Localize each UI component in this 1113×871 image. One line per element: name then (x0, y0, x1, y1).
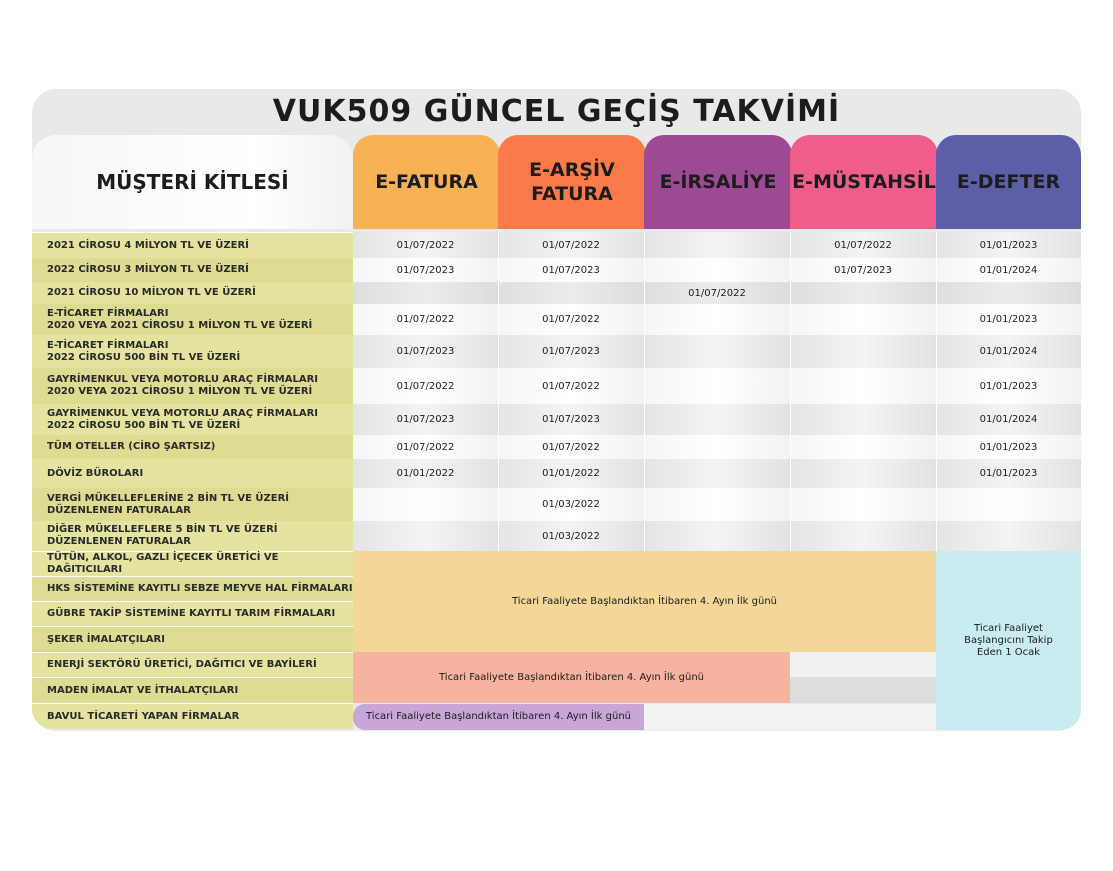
date-cell-emustahsil (790, 232, 936, 258)
date-cell-eirsaliye (644, 335, 790, 368)
date-cell-earsiv (498, 435, 644, 459)
date-cell-eirsaliye (644, 404, 790, 435)
date-cell-emustahsil (790, 304, 936, 335)
date-cell-efatura (353, 335, 498, 368)
date-value: 01/07/2023 (834, 264, 892, 276)
activity-band-edefter (936, 551, 1081, 730)
date-value: 01/01/2023 (979, 380, 1038, 392)
activity-band-group3 (353, 704, 644, 730)
column-header-text (375, 170, 478, 194)
date-cell-edefter (936, 335, 1081, 368)
date-value: 01/01/2023 (979, 314, 1038, 325)
column-header-line: FATURA (531, 183, 613, 205)
date-value: 01/07/2022 (542, 380, 600, 392)
date-cell-efatura (353, 304, 498, 335)
date-cell-edefter (936, 459, 1081, 488)
date-value: 01/07/2023 (396, 414, 455, 425)
column-header-edefter (936, 135, 1081, 229)
audience-line: 2021 CİROSU 4 MİLYON TL VE ÜZERİ (47, 239, 249, 251)
audience-row-label (32, 258, 353, 282)
special-row-text: ENERJİ SEKTÖRÜ ÜRETİCİ, DAĞITICI VE BAYİLERİ (47, 659, 317, 670)
audience-line: DÖVİZ BÜROLARI (47, 467, 144, 479)
audience-line: 2022 CİROSU 3 MİLYON TL VE ÜZERİ (47, 264, 249, 275)
date-cell-emustahsil (790, 404, 936, 435)
date-value: 01/03/2022 (542, 530, 600, 542)
column-header-line: E-MÜSTAHSİL (792, 171, 936, 193)
special-row-label (32, 601, 353, 626)
special-row-text: MADEN İMALAT VE İTHALATÇILARI (47, 684, 239, 696)
date-value: 01/07/2023 (542, 264, 600, 276)
band-text: Ticari Faaliyete Başlandıktan İtibaren 4. Ayın İlk günü (365, 711, 631, 722)
column-header-line: E-FATURA (375, 171, 478, 193)
empty-cell (790, 652, 936, 677)
date-value: 01/01/2024 (979, 414, 1038, 425)
audience-row-label (32, 521, 353, 551)
date-value: 01/07/2023 (542, 346, 600, 357)
activity-band-group1 (353, 551, 936, 652)
audience-line: TÜM OTELLER (CİRO ŞARTSIZ) (47, 441, 216, 452)
audience-line: GAYRİMENKUL VEYA MOTORLU ARAÇ FİRMALARI (47, 407, 318, 419)
column-divider (790, 232, 791, 551)
special-row-label (32, 576, 353, 601)
audience-row-label (32, 404, 353, 435)
date-cell-earsiv (498, 404, 644, 435)
special-row-text: GÜBRE TAKİP SİSTEMİNE KAYITLI TARIM FİRMALARI (47, 608, 336, 619)
audience-row-label (32, 335, 353, 368)
audience-row-label (32, 232, 353, 258)
date-cell-efatura (353, 488, 498, 521)
empty-cell (644, 704, 936, 730)
date-cell-earsiv (498, 488, 644, 521)
date-cell-emustahsil (790, 459, 936, 488)
date-cell-earsiv (498, 304, 644, 335)
column-header-emustahsil (790, 135, 938, 229)
date-value: 01/07/2022 (542, 239, 600, 251)
audience-line: DÜZENLENEN FATURALAR (47, 536, 191, 547)
audience-line: VERGİ MÜKELLEFLERİNE 2 BİN TL VE ÜZERİ (47, 492, 290, 504)
column-header-text (660, 170, 777, 194)
band-text: Başlangıcını Takip (964, 634, 1053, 646)
band-text: Ticari Faaliyet (974, 622, 1043, 634)
special-row-text: HKS SİSTEMİNE KAYITLI SEBZE MEYVE HAL FİRMALARI (47, 583, 353, 594)
audience-row-label (32, 488, 353, 521)
audience-row-label (32, 459, 353, 488)
date-cell-eirsaliye (644, 282, 790, 304)
date-cell-eirsaliye (644, 521, 790, 551)
audience-line: E-TİCARET FİRMALARI (47, 307, 169, 319)
date-cell-efatura (353, 404, 498, 435)
date-cell-efatura (353, 232, 498, 258)
date-cell-eirsaliye (644, 304, 790, 335)
special-row-label (32, 677, 353, 703)
date-value: 01/07/2023 (542, 414, 600, 425)
column-header-line: E-DEFTER (956, 171, 1061, 193)
date-cell-emustahsil (790, 368, 936, 404)
date-value: 01/01/2022 (396, 468, 455, 479)
empty-cell (790, 677, 936, 703)
special-row-text: BAVUL TİCARETİ YAPAN FİRMALAR (47, 710, 240, 722)
band-text: Ticari Faaliyete Başlandıktan İtibaren 4. Ayın İlk günü (511, 595, 777, 607)
date-cell-earsiv (498, 232, 644, 258)
audience-line: GAYRİMENKUL VEYA MOTORLU ARAÇ FİRMALARI (47, 374, 318, 385)
audience-line: 2021 CİROSU 10 MİLYON TL VE ÜZERİ (47, 287, 256, 298)
audience-line: DÜZENLENEN FATURALAR (47, 504, 191, 516)
date-cell-efatura (353, 459, 498, 488)
date-cell-efatura (353, 282, 498, 304)
date-cell-eirsaliye (644, 435, 790, 459)
date-cell-edefter (936, 282, 1081, 304)
date-cell-edefter (936, 521, 1081, 551)
audience-line: E-TİCARET FİRMALARI (47, 339, 169, 351)
band-text-wrap (964, 623, 1053, 659)
audience-row-label (32, 304, 353, 335)
date-value: 01/07/2022 (688, 287, 746, 299)
date-value: 01/01/2023 (979, 239, 1038, 251)
column-header-text (529, 158, 615, 206)
column-header-eirsaliye (644, 135, 792, 229)
date-value: 01/01/2024 (979, 264, 1038, 276)
date-cell-earsiv (498, 368, 644, 404)
audience-line: 2020 VEYA 2021 CİROSU 1 MİLYON TL VE ÜZERİ (47, 386, 313, 397)
column-header-line: E-ARŞİV (529, 159, 615, 181)
date-value: 01/07/2022 (396, 441, 455, 453)
audience-header-label: MÜŞTERİ KİTLESİ (96, 170, 289, 194)
date-cell-edefter (936, 404, 1081, 435)
date-cell-efatura (353, 435, 498, 459)
date-cell-earsiv (498, 258, 644, 282)
audience-line: DİĞER MÜKELLEFLERE 5 BİN TL VE ÜZERİ (47, 524, 278, 535)
date-cell-emustahsil (790, 521, 936, 551)
band-text: Eden 1 Ocak (976, 646, 1041, 658)
audience-row-label (32, 368, 353, 404)
column-header-earsiv (498, 135, 646, 229)
date-value: 01/03/2022 (542, 499, 600, 510)
date-cell-efatura (353, 521, 498, 551)
date-cell-earsiv (498, 282, 644, 304)
date-value: 01/01/2024 (979, 346, 1038, 357)
column-divider (644, 232, 645, 551)
date-cell-edefter (936, 488, 1081, 521)
date-value: 01/01/2022 (542, 468, 600, 479)
date-cell-eirsaliye (644, 258, 790, 282)
audience-line: 2022 CİROSU 500 BİN TL VE ÜZERİ (47, 351, 241, 363)
column-divider (936, 232, 937, 551)
date-cell-eirsaliye (644, 488, 790, 521)
date-cell-efatura (353, 258, 498, 282)
audience-row-label (32, 435, 353, 459)
audience-header (32, 135, 353, 229)
special-row-label (32, 703, 353, 729)
audience-row-label (32, 282, 353, 304)
date-cell-edefter (936, 232, 1081, 258)
special-row-text: ŞEKER İMALATÇILARI (47, 633, 165, 645)
date-cell-emustahsil (790, 488, 936, 521)
column-header-efatura (353, 135, 500, 229)
date-value: 01/07/2022 (396, 380, 455, 392)
activity-band-group2 (353, 652, 790, 703)
special-row-text: TÜTÜN, ALKOL, GAZLI İÇECEK ÜRETİCİ VE DAĞITICILARI (47, 552, 279, 575)
special-row-label (32, 551, 353, 576)
band-text: Ticari Faaliyete Başlandıktan İtibaren 4. Ayın İlk günü (438, 671, 704, 683)
date-value: 01/07/2022 (542, 441, 600, 453)
date-cell-emustahsil (790, 258, 936, 282)
date-cell-edefter (936, 258, 1081, 282)
date-cell-edefter (936, 435, 1081, 459)
audience-line: 2020 VEYA 2021 CİROSU 1 MİLYON TL VE ÜZERİ (47, 319, 313, 331)
date-cell-earsiv (498, 459, 644, 488)
audience-line: 2022 CİROSU 500 BİN TL VE ÜZERİ (47, 419, 241, 431)
date-cell-emustahsil (790, 435, 936, 459)
date-cell-earsiv (498, 521, 644, 551)
date-value: 01/07/2023 (396, 346, 455, 357)
date-cell-efatura (353, 368, 498, 404)
date-cell-eirsaliye (644, 232, 790, 258)
date-value: 01/07/2022 (834, 239, 892, 251)
column-header-text (957, 170, 1060, 194)
date-value: 01/07/2022 (542, 314, 600, 325)
date-cell-emustahsil (790, 335, 936, 368)
date-cell-eirsaliye (644, 459, 790, 488)
date-cell-earsiv (498, 335, 644, 368)
page-title: VUK509 GÜNCEL GEÇİŞ TAKVİMİ (272, 94, 841, 129)
date-value: 01/07/2022 (396, 314, 455, 325)
date-cell-edefter (936, 304, 1081, 335)
date-value: 01/07/2022 (396, 239, 455, 251)
special-row-label (32, 626, 353, 652)
date-cell-emustahsil (790, 282, 936, 304)
date-cell-edefter (936, 368, 1081, 404)
date-cell-eirsaliye (644, 368, 790, 404)
column-divider (498, 232, 499, 551)
special-row-label (32, 652, 353, 677)
column-header-text (792, 170, 936, 194)
date-value: 01/07/2023 (396, 264, 455, 276)
date-value: 01/01/2023 (979, 468, 1038, 479)
date-value: 01/01/2023 (979, 441, 1038, 453)
column-header-line: E-İRSALİYE (659, 171, 777, 193)
